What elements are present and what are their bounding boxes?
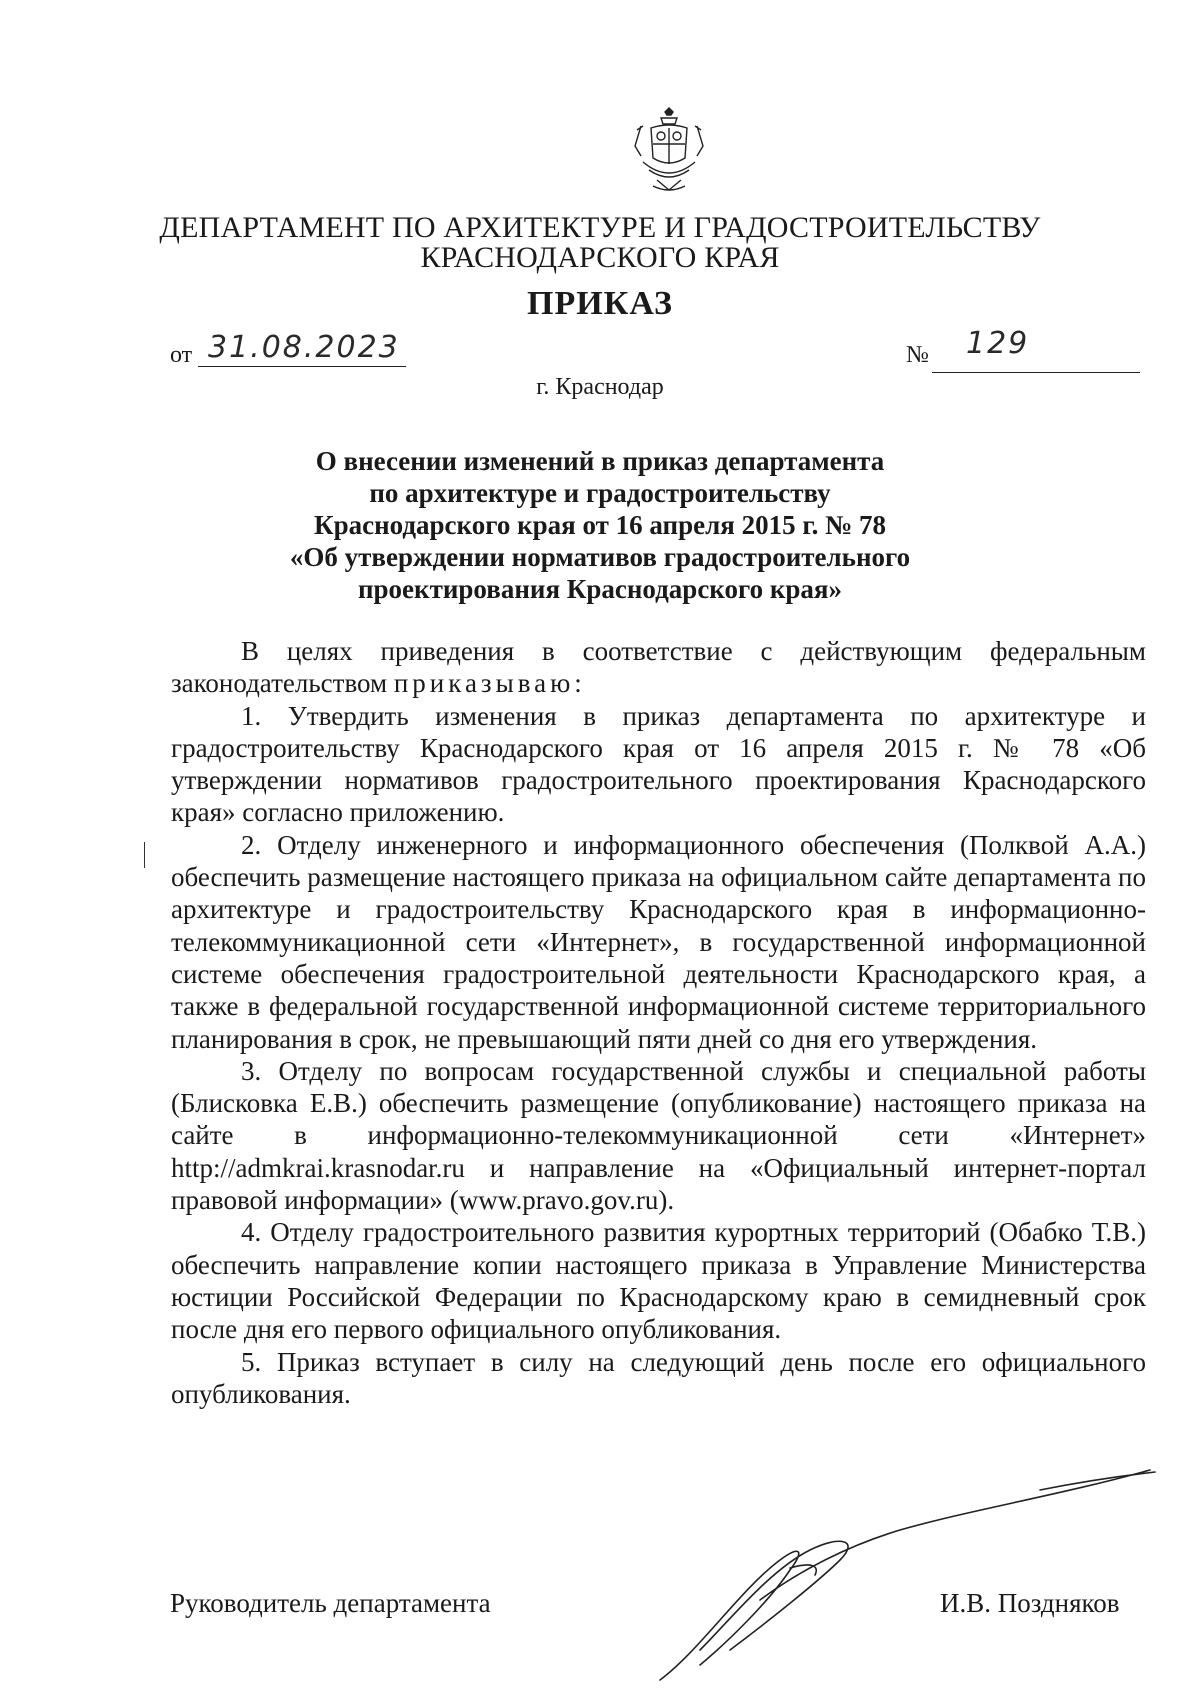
coat-of-arms-icon bbox=[627, 106, 711, 200]
title-line: проектирования Краснодарского края» bbox=[357, 574, 843, 604]
title-line: Краснодарского края от 16 апреля 2015 г. № 78 bbox=[314, 510, 886, 540]
title-line: О внесении изменений в приказ департамента bbox=[315, 446, 885, 476]
order-word: приказываю: bbox=[393, 668, 586, 699]
order-item: 2. Отделу инженерного и информационного обеспечения (Полквой А.А.) обеспечить размещение настоящего приказа на официальном сайте департамента по архитектуре и градостроительству Краснодарского края в информационно-телекоммуникационной сети «Интернет», в государственной информационной системе обеспечения градостроительной деятельности Краснодарского края, а также в федеральной государственной информационной системе территориального планирования в срок, не превышающий пяти дней со дня его утверждения. bbox=[171, 829, 1146, 1054]
order-item: 3. Отделу по вопросам государственной службы и специальной работы (Блисковка Е.В.) обеспечить размещение (опубликование) настоящего приказа на сайте в информационно-телекоммуникационной сети «Интернет» http://admkrai.krasnodar.ru и направление на «Официальный интернет-портал правовой информации» (www.pravo.gov.ru). bbox=[171, 1055, 1146, 1216]
department-name-line1: ДЕПАРТАМЕНТ ПО АРХИТЕКТУРЕ И ГРАДОСТРОИТЕЛЬСТВУ bbox=[159, 211, 1041, 244]
handwritten-number: 129 bbox=[966, 326, 1030, 361]
intro-paragraph bbox=[171, 635, 1146, 700]
department-name-line2: КРАСНОДАРСКОГО КРАЯ bbox=[420, 241, 780, 274]
signatory-position: Руководитель департамента bbox=[170, 1588, 491, 1618]
document-title bbox=[250, 445, 950, 605]
title-line: по архитектуре и градостроительству bbox=[369, 478, 831, 508]
signatory-name: И.В. Поздняков bbox=[940, 1588, 1120, 1618]
city: г. Краснодар bbox=[536, 374, 664, 400]
document-body bbox=[171, 635, 1146, 1410]
margin-mark bbox=[144, 842, 145, 868]
order-item: 5. Приказ вступает в силу на следующий день после его официального опубликования. bbox=[171, 1346, 1146, 1409]
date-underline bbox=[198, 366, 406, 367]
order-item: 4. Отделу градостроительного развития курортных территорий (Обабко Т.В.) обеспечить направление копии настоящего приказа в Управление Министерства юстиции Российской Федерации по Краснодарскому краю в семидневный срок после дня его первого официального опубликования. bbox=[171, 1217, 1146, 1345]
handwritten-signature-icon bbox=[640, 1450, 1160, 1690]
title-line: «Об утверждении нормативов градостроительного bbox=[289, 542, 911, 572]
document-type: ПРИКАЗ bbox=[527, 285, 673, 322]
order-item: 1. Утвердить изменения в приказ департамента по архитектуре и градостроительству Краснодарского края от 16 апреля 2015 г. № 78 «Об утверждении нормативов градостроительного проектирования Краснодарского края» согласно приложению. bbox=[171, 700, 1146, 828]
handwritten-date: 31.08.2023 bbox=[208, 330, 400, 365]
intro-text: В целях приведения в соответствие с действующим федеральным законодательством bbox=[171, 636, 1146, 699]
date-label: от bbox=[170, 342, 193, 368]
number-label: № bbox=[906, 342, 929, 368]
number-underline bbox=[932, 372, 1140, 373]
